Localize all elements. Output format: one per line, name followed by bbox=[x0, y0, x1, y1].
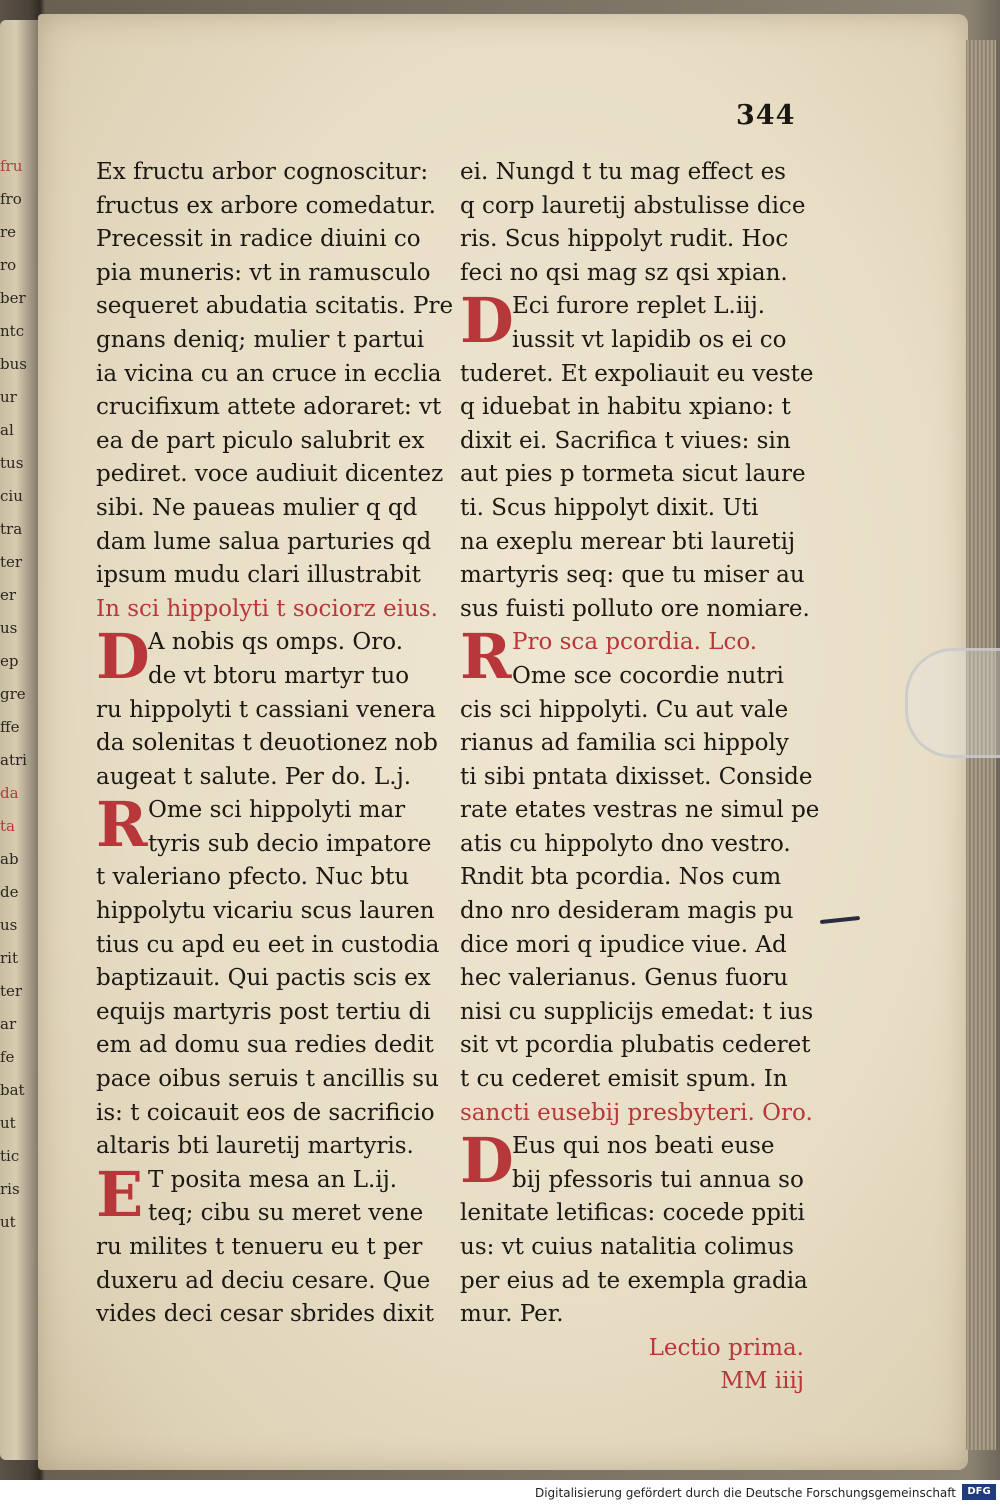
right-reading-initial: D bbox=[460, 284, 514, 358]
left-text-line: ea de part piculo salubrit ex bbox=[96, 427, 425, 454]
right-resp-line: Ome sce cocordie nutri bbox=[512, 662, 784, 689]
prev-margin-fragment: atri bbox=[0, 751, 27, 769]
left-reading-line: is: t coicauit eos de sacrificio bbox=[96, 1099, 435, 1126]
left-column-top-text bbox=[96, 156, 454, 593]
left-text-line: ia vicina cu an cruce in ecclia bbox=[96, 360, 442, 387]
prev-margin-fragment: ber bbox=[0, 289, 26, 307]
left-second-line: ru milites t tenueru eu t per bbox=[96, 1234, 423, 1260]
folio-number: 344 bbox=[736, 100, 796, 131]
catchword-line bbox=[460, 1332, 808, 1366]
prev-margin-fragment: ntc bbox=[0, 322, 25, 340]
prev-margin-fragment: bat bbox=[0, 1081, 25, 1099]
right-resp-block bbox=[460, 620, 820, 1096]
prev-margin-fragment: ter bbox=[0, 553, 23, 571]
left-text-line: dam lume salua parturies qd bbox=[96, 528, 432, 555]
right-reading-line: sus fuisti polluto ore nomiare. bbox=[460, 595, 810, 622]
prev-margin-fragment: ep bbox=[0, 652, 19, 670]
previous-page-margin-text bbox=[0, 150, 30, 1300]
right-collect-line: us: vt cuius natalitia colimus bbox=[460, 1234, 794, 1260]
left-collect-text bbox=[96, 620, 444, 794]
dfg-logo: DFG bbox=[962, 1484, 996, 1500]
left-reading-block bbox=[96, 788, 444, 1164]
right-collect-line: per eius ad te exempla gradia bbox=[460, 1267, 808, 1294]
right-reading-block bbox=[460, 284, 814, 626]
left-reading-line: tyris sub decio impatore bbox=[148, 830, 432, 857]
right-resp-line: t cu cederet emisit spum. In bbox=[460, 1066, 788, 1093]
footer-credit: Digitalisierung gefördert durch die Deutsche Forschungsgemeinschaft bbox=[534, 1486, 956, 1500]
right-reading-line: aut pies p tormeta sicut laure bbox=[460, 461, 806, 488]
right-resp-line: nisi cu supplicijs emedat: t ius bbox=[460, 998, 814, 1025]
prev-margin-fragment: tic bbox=[0, 1147, 20, 1165]
right-rubric-heading: sancti eusebij presbyteri. Oro. bbox=[460, 1099, 813, 1126]
right-resp-rubric: Pro sca pcordia. Lco. bbox=[512, 629, 758, 656]
prev-margin-fragment: ciu bbox=[0, 487, 23, 505]
left-reading-line: Ome sci hippolyti mar bbox=[148, 797, 406, 824]
right-reading-line: martyris seq: que tu miser au bbox=[460, 562, 805, 589]
right-reading-line: na exeplu merear bti lauretij bbox=[460, 528, 796, 555]
right-text-line: ei. Nungd t tu mag effect es bbox=[460, 159, 786, 185]
left-second-line: teq; cibu su meret vene bbox=[148, 1200, 424, 1227]
left-reading-line: em ad domu sua redies dedit bbox=[96, 1032, 434, 1059]
prev-margin-fragment: re bbox=[0, 223, 17, 241]
prev-margin-fragment: fe bbox=[0, 1048, 15, 1066]
right-reading-line: ti. Scus hippolyt dixit. Uti bbox=[460, 494, 759, 521]
left-reading-line: baptizauit. Qui pactis scis ex bbox=[96, 965, 431, 992]
prev-margin-fragment: ut bbox=[0, 1114, 16, 1132]
right-resp-line: rianus ad familia sci hippoly bbox=[460, 730, 789, 757]
left-reading-line: altaris bti lauretij martyris. bbox=[96, 1133, 414, 1160]
left-reading-line: pace oibus seruis t ancillis su bbox=[96, 1066, 439, 1093]
right-reading-line: q iduebat in habitu xpiano: t bbox=[460, 394, 791, 421]
right-collect-text bbox=[460, 1124, 808, 1332]
right-column bbox=[460, 156, 820, 1399]
prev-margin-fragment: ta bbox=[0, 817, 15, 835]
prev-margin-fragment: ris bbox=[0, 1180, 20, 1198]
left-collect-line: da solenitas t deuotionez nob bbox=[96, 730, 438, 757]
left-text-line: sequeret abudatia scitatis. Pre bbox=[96, 293, 454, 320]
right-resp-line: rate etates vestras ne simul pe bbox=[460, 797, 820, 824]
left-reading-line: hippolytu vicariu scus lauren bbox=[96, 898, 435, 925]
prev-margin-fragment: ffe bbox=[0, 718, 20, 736]
prev-margin-fragment: us bbox=[0, 916, 18, 934]
left-text-line: Ex fructu arbor cognoscitur: bbox=[96, 159, 429, 185]
left-text-line: ipsum mudu clari illustrabit bbox=[96, 562, 421, 589]
prev-margin-fragment: bus bbox=[0, 355, 27, 373]
prev-margin-fragment: tra bbox=[0, 520, 23, 538]
right-reading-line: Eci furore replet L.iij. bbox=[512, 293, 766, 320]
prev-margin-fragment: fro bbox=[0, 190, 22, 208]
right-resp-line: sit vt pcordia plubatis cederet bbox=[460, 1032, 811, 1059]
right-collect-block bbox=[460, 1124, 808, 1332]
right-collect-initial: D bbox=[460, 1124, 514, 1198]
left-collect-line: A nobis qs omps. Oro. bbox=[148, 629, 404, 656]
left-second-initial: E bbox=[96, 1157, 144, 1231]
prev-margin-fragment: ar bbox=[0, 1015, 17, 1033]
left-text-line: pediret. voce audiuit dicentez bbox=[96, 461, 444, 488]
right-resp-line: ti sibi pntata dixisset. Conside bbox=[460, 763, 813, 790]
right-resp-line: atis cu hippolyto dno vestro. bbox=[460, 830, 791, 857]
left-second-line: T posita mesa an L.ij. bbox=[148, 1166, 398, 1193]
right-text-line: ris. Scus hippolyt rudit. Hoc bbox=[460, 226, 789, 253]
prev-margin-fragment: ur bbox=[0, 388, 17, 406]
left-reading-line: equijs martyris post tertiu di bbox=[96, 998, 431, 1025]
right-reading-line: tuderet. Et expoliauit eu veste bbox=[460, 360, 814, 387]
right-resp-line: dno nro desideram magis pu bbox=[460, 898, 794, 925]
right-collect-line: Eus qui nos beati euse bbox=[512, 1133, 775, 1160]
left-reading-line: t valeriano pfecto. Nuc btu bbox=[96, 864, 410, 891]
right-collect-line: mur. Per. bbox=[460, 1301, 564, 1328]
left-text-line: gnans deniq; mulier t partui bbox=[96, 326, 425, 353]
prev-margin-fragment: gre bbox=[0, 685, 26, 703]
left-reading-line: tius cu apd eu eet in custodia bbox=[96, 931, 440, 958]
left-collect-initial: D bbox=[96, 620, 150, 694]
prev-margin-fragment: de bbox=[0, 883, 19, 901]
left-text-line: pia muneris: vt in ramusculo bbox=[96, 259, 431, 286]
right-column-top-text bbox=[460, 156, 808, 290]
page-clip bbox=[905, 648, 1000, 758]
left-collect-line: augeat t salute. Per do. L.j. bbox=[96, 763, 412, 790]
left-collect-line: ru hippolyti t cassiani venera bbox=[96, 696, 436, 723]
right-resp-line: dice mori q ipudice viue. Ad bbox=[460, 931, 787, 958]
right-collect-line: lenitate letificas: cocede ppiti bbox=[460, 1200, 805, 1227]
prev-margin-fragment: ab bbox=[0, 850, 19, 868]
right-collect-line: bij pfessoris tui annua so bbox=[512, 1166, 804, 1193]
left-text-line: crucifixum attete adoraret: vt bbox=[96, 394, 442, 421]
prev-margin-fragment: fru bbox=[0, 157, 23, 175]
right-text-line: q corp lauretij abstulisse dice bbox=[460, 192, 806, 219]
left-second-line: vides deci cesar sbrides dixit bbox=[96, 1301, 434, 1328]
left-second-block bbox=[96, 1157, 444, 1332]
prev-margin-fragment: us bbox=[0, 619, 18, 637]
right-reading-line: dixit ei. Sacrifica t viues: sin bbox=[460, 427, 791, 454]
left-second-text bbox=[96, 1157, 444, 1332]
right-text-line: feci no qsi mag sz qsi xpian. bbox=[460, 259, 788, 286]
right-resp-line: Rndit bta pcordia. Nos cum bbox=[460, 864, 782, 891]
left-rubric-heading: In sci hippolyti t sociorz eius. bbox=[96, 595, 438, 622]
left-text-line: sibi. Ne paueas mulier q qd bbox=[96, 494, 418, 521]
catchword-rubric: Lectio prima. bbox=[648, 1334, 804, 1361]
left-text-line: Precessit in radice diuini co bbox=[96, 226, 421, 253]
prev-margin-fragment: er bbox=[0, 586, 17, 604]
left-reading-text bbox=[96, 788, 444, 1164]
signature-mark: MM iiij bbox=[720, 1368, 804, 1395]
right-reading-line: iussit vt lapidib os ei co bbox=[512, 326, 787, 353]
left-text-line: fructus ex arbore comedatur. bbox=[96, 192, 436, 219]
prev-margin-fragment: da bbox=[0, 784, 19, 802]
right-resp-text bbox=[460, 660, 820, 1097]
right-resp-line: hec valerianus. Genus fuoru bbox=[460, 965, 789, 992]
prev-margin-fragment: ut bbox=[0, 1213, 16, 1231]
prev-margin-fragment: tus bbox=[0, 454, 24, 472]
left-collect-line: de vt btoru martyr tuo bbox=[148, 662, 410, 689]
left-column bbox=[96, 156, 454, 1332]
left-second-line: duxeru ad deciu cesare. Que bbox=[96, 1267, 431, 1294]
prev-margin-fragment: ter bbox=[0, 982, 23, 1000]
right-reading-text bbox=[460, 284, 814, 626]
prev-margin-fragment: ro bbox=[0, 256, 17, 274]
prev-margin-fragment: al bbox=[0, 421, 14, 439]
right-resp-line: cis sci hippolyti. Cu aut vale bbox=[460, 696, 789, 723]
right-resp-initial: R bbox=[460, 620, 512, 694]
prev-margin-fragment: rit bbox=[0, 949, 18, 967]
left-reading-initial: R bbox=[96, 788, 148, 862]
left-collect-block bbox=[96, 620, 444, 794]
